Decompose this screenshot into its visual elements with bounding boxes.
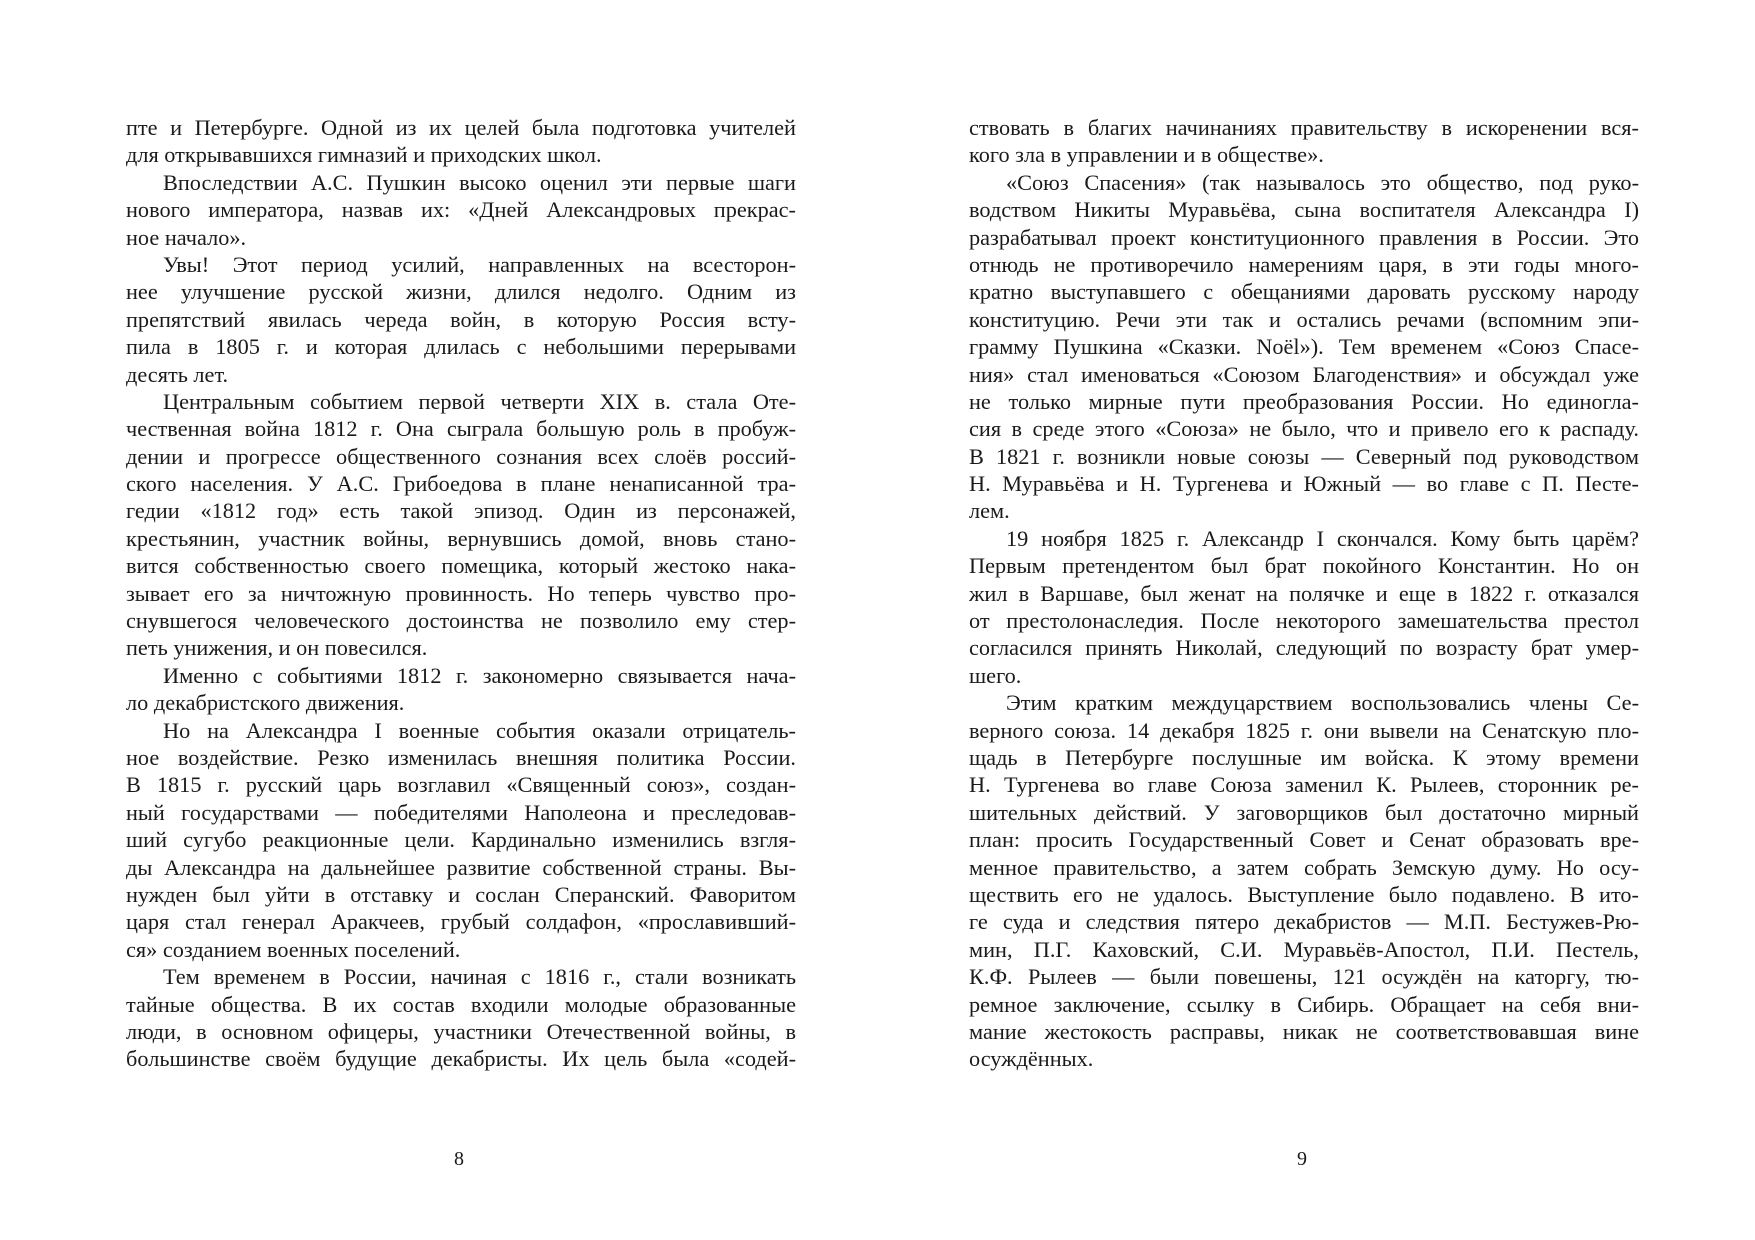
- text-line: менное правительство, а затем собрать Земскую думу. Но осу-: [969, 854, 1639, 880]
- text-line: пила в 1805 г. и которая длилась с небольшими перерывами: [126, 334, 796, 360]
- text-line: отнюдь не противоречило намерениям царя, в эти годы много-: [969, 251, 1639, 277]
- text-line: осуждённых.: [969, 1046, 1094, 1072]
- text-line: шего.: [969, 662, 1022, 688]
- text-line: Тем временем в России, начиная с 1816 г., стали возникать: [163, 964, 796, 990]
- text-line: К.Ф. Рылеев — были повешены, 121 осуждён на каторгу, тю-: [969, 964, 1639, 990]
- text-line: вится собственностью своего помещика, который жестоко нака-: [126, 553, 796, 579]
- text-line: жил в Варшаве, был женат на полячке и еще в 1822 г. отказался: [969, 580, 1639, 606]
- text-line: грамму Пушкина «Сказки. Noël»). Тем временем «Союз Спасе-: [969, 334, 1639, 360]
- text-line: Увы! Этот период усилий, направленных на всесторон-: [163, 251, 796, 277]
- text-line: пте и Петербурге. Одной из их целей была подготовка учителей: [126, 115, 796, 140]
- text-line: гедии «1812 год» есть такой эпизод. Один из персонажей,: [126, 498, 796, 524]
- text-line: верного союза. 14 декабря 1825 г. они вывели на Сенатскую пло-: [969, 717, 1639, 743]
- text-line: Н. Муравьёва и Н. Тургенева и Южный — во главе с П. Песте-: [969, 471, 1639, 497]
- text-line: люди, в основном офицеры, участники Отечественной войны, в: [126, 1018, 796, 1044]
- text-line: В 1815 г. русский царь возглавил «Священный союз», создан-: [126, 772, 796, 798]
- text-line: Этим кратким междуцарствием воспользовались члены Се-: [1006, 690, 1639, 716]
- right-page-number: 9: [1297, 1148, 1307, 1170]
- text-line: большинстве своём будущие декабристы. Их цель была «содей-: [126, 1046, 796, 1072]
- text-line: ный государствами — победителями Наполеона и преследовав-: [126, 799, 796, 825]
- text-line: ствовать в благих начинаниях правительству в искоренении вся-: [969, 115, 1639, 140]
- text-line: ший сугубо реакционные цели. Кардинально изменились взгля-: [126, 827, 796, 853]
- left-page: [126, 114, 796, 1174]
- text-line: царя стал генерал Аракчеев, грубый солдафон, «прославивший-: [126, 909, 796, 935]
- text-line: нового императора, назвав их: «Дней Александровых прекрас-: [126, 197, 796, 223]
- text-line: петь унижения, и он повесился.: [126, 635, 428, 661]
- text-line: десять лет.: [126, 361, 229, 387]
- text-line: нужден был уйти в отставку и сослан Сперанский. Фаворитом: [126, 881, 796, 907]
- text-line: ло декабристского движения.: [126, 690, 405, 716]
- text-line: ге суда и следствия пятеро декабристов — М.П. Бестужев-Рю-: [969, 909, 1639, 935]
- text-line: крестьянин, участник войны, вернувшись домой, вновь стано-: [126, 525, 796, 551]
- text-line: для открывавшихся гимназий и приходских школ.: [126, 142, 602, 168]
- text-line: кого зла в управлении и в обществе».: [969, 142, 1324, 168]
- text-line: согласился принять Николай, следующий по возрасту брат умер-: [969, 635, 1639, 661]
- text-line: ся» созданием военных поселений.: [126, 936, 461, 962]
- text-line: не только мирные пути преобразования России. Но единогла-: [969, 388, 1639, 414]
- text-line: Именно с событиями 1812 г. закономерно связывается нача-: [163, 662, 796, 688]
- text-line: препятствий явилась череда войн, в которую Россия всту-: [126, 306, 796, 332]
- text-line: ния» стал именоваться «Союзом Благоденствия» и обсуждал уже: [969, 361, 1639, 387]
- text-line: мин, П.Г. Каховский, С.И. Муравьёв-Апостол, П.И. Пестель,: [969, 936, 1639, 962]
- text-line: «Союз Спасения» (так называлось это общество, под руко-: [1006, 169, 1639, 195]
- text-line: ществить его не удалось. Выступление было подавлено. В ито-: [969, 881, 1639, 907]
- text-line: В 1821 г. возникли новые союзы — Северный под руководством: [969, 443, 1639, 469]
- text-line: Центральным событием первой четверти XIX в. стала Оте-: [163, 388, 796, 414]
- text-line: план: просить Государственный Совет и Сенат образовать вре-: [969, 827, 1639, 853]
- text-line: Н. Тургенева во главе Союза заменил К. Рылеев, сторонник ре-: [969, 772, 1639, 798]
- text-line: конституцию. Речи эти так и остались речами (вспомним эпи-: [969, 306, 1639, 332]
- text-line: чественная война 1812 г. Она сыграла большую роль в пробуж-: [126, 416, 796, 442]
- text-line: ского населения. У А.С. Грибоедова в плане ненаписанной тра-: [126, 471, 796, 497]
- text-line: дении и прогрессе общественного сознания всех слоёв россий-: [126, 443, 796, 469]
- text-line: от престолонаследия. После некоторого замешательства престол: [969, 608, 1639, 634]
- text-line: мание жестокость расправы, никак не соответствовавшая вине: [969, 1018, 1639, 1044]
- text-line: разрабатывал проект конституционного правления в России. Это: [969, 224, 1639, 250]
- text-line: Впоследствии А.С. Пушкин высоко оценил эти первые шаги: [163, 169, 796, 195]
- left-page-number: 8: [454, 1148, 464, 1170]
- text-line: нее улучшение русской жизни, длился недолго. Одним из: [126, 279, 796, 305]
- text-line: ное воздействие. Резко изменилась внешняя политика России.: [126, 744, 796, 770]
- text-line: сия в среде этого «Союза» не было, что и привело его к распаду.: [969, 416, 1639, 442]
- text-line: щадь в Петербурге послушные им войска. К этому времени: [969, 744, 1639, 770]
- text-line: лем.: [969, 498, 1010, 524]
- text-line: шительных действий. У заговорщиков был достаточно мирный: [969, 799, 1639, 825]
- text-line: водством Никиты Муравьёва, сына воспитателя Александра I): [969, 197, 1639, 223]
- text-line: кратно выступавшего с обещаниями даровать русскому народу: [969, 279, 1639, 305]
- text-line: 19 ноября 1825 г. Александр I скончался. Кому быть царём?: [1006, 525, 1639, 551]
- text-line: ремное заключение, ссылку в Сибирь. Обращает на себя вни-: [969, 991, 1639, 1017]
- text-line: тайные общества. В их состав входили молодые образованные: [126, 991, 796, 1017]
- text-line: зывает его за ничтожную провинность. Но теперь чувство про-: [126, 580, 796, 606]
- text-line: Но на Александра I военные события оказали отрицатель-: [163, 717, 796, 743]
- text-line: ды Александра на дальнейшее развитие собственной страны. Вы-: [126, 854, 796, 880]
- text-line: ное начало».: [126, 224, 247, 250]
- text-line: Первым претендентом был брат покойного Константин. Но он: [969, 553, 1639, 579]
- text-line: снувшегося человеческого достоинства не позволило ему стер-: [126, 608, 796, 634]
- right-page: [969, 114, 1639, 1174]
